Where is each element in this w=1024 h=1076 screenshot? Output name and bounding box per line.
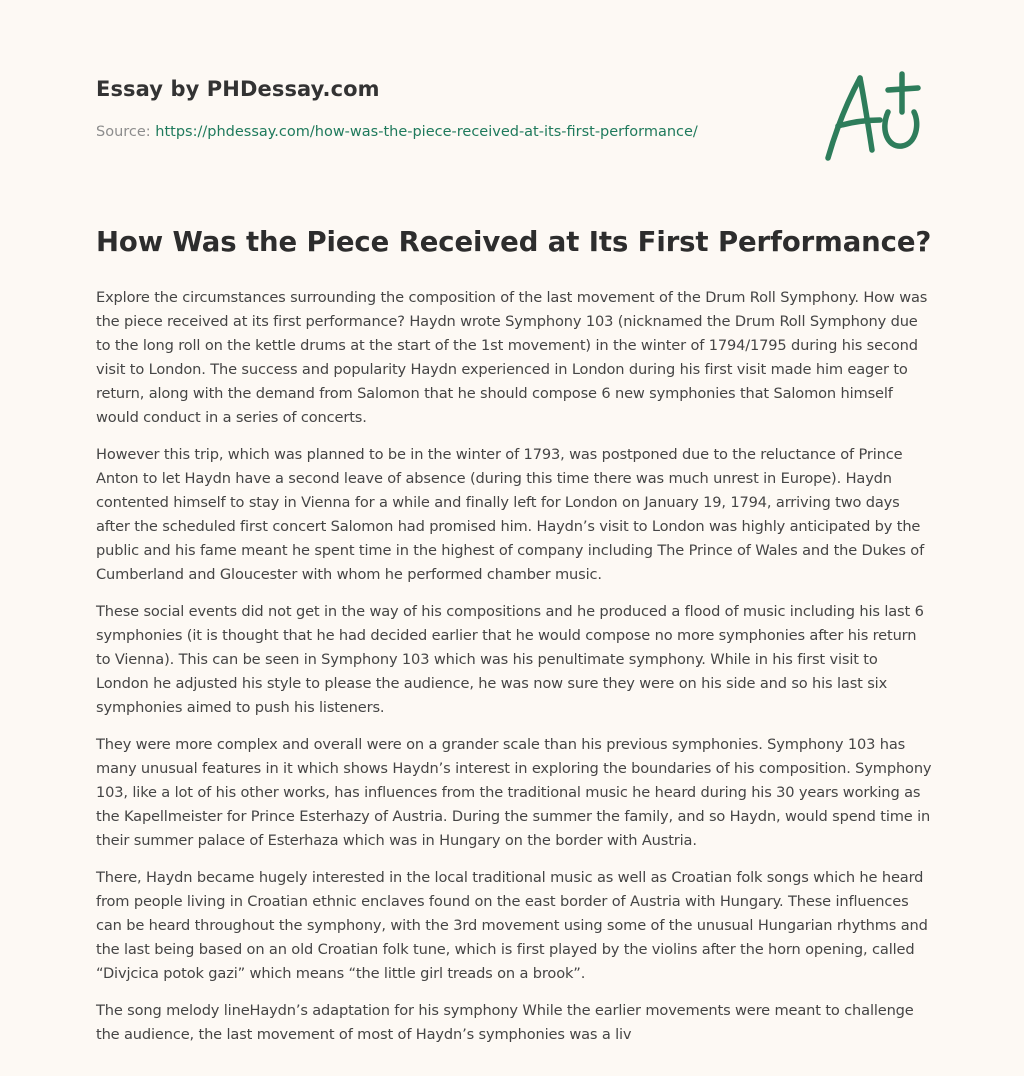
article-body <box>96 286 932 1060</box>
article-paragraph: Explore the circumstances surrounding the composition of the last movement of the Drum Roll Symphony. How was the piece received at its first performance? Haydn wrote Symphony 103 (nicknamed the Drum Roll Symphony due to the long roll on the kettle drums at the start of the 1st movement) in the winter of 1794/1795 during his second visit to London. The success and popularity Haydn experienced in London during his first visit made him eager to return, along with the demand from Salomon that he should compose 6 new symphonies that Salomon himself would conduct in a series of concerts. <box>96 289 928 426</box>
page-header <box>96 0 932 210</box>
source-label: Source: <box>96 124 156 140</box>
article-paragraph: However this trip, which was planned to be in the winter of 1793, was postponed due to the reluctance of Prince Anton to let Haydn have a second leave of absence (during this time there was much unrest in Europe). Haydn contented himself to stay in Vienna for a while and finally left for London on January 19, 1794, arriving two days after the scheduled first concert Salomon had promised him. Haydn’s visit to London was highly anticipated by the public and his fame meant he spent time in the highest of company including The Prince of Wales and the Dukes of Cumberland and Gloucester with whom he performed chamber music. <box>96 446 925 583</box>
a-plus-logo-icon <box>822 68 926 164</box>
site-brand: Essay by PHDessay.com <box>96 77 380 101</box>
source-link[interactable]: https://phdessay.com/how-was-the-piece-received-at-its-first-performance/ <box>155 124 698 140</box>
article-title: How Was the Piece Received at Its First Performance? <box>96 226 932 258</box>
article-paragraph: The song melody lineHaydn’s adaptation for his symphony While the earlier movements were meant to challenge the audience, the last movement of most of Haydn’s symphonies was a liv <box>96 1002 914 1043</box>
article-paragraph: There, Haydn became hugely interested in the local traditional music as well as Croatian folk songs which he heard from people living in Croatian ethnic enclaves found on the east border of Austria with Hungary. These influences can be heard throughout the symphony, with the 3rd movement using some of the unusual Hungarian rhythms and the last being based on an old Croatian folk tune, which is first played by the violins after the horn opening, called “Divjcica potok gazi” which means “the little girl treads on a brook”. <box>96 869 928 982</box>
essay-page <box>96 0 932 1043</box>
article-paragraph: These social events did not get in the way of his compositions and he produced a flood of music including his last 6 symphonies (it is thought that he had decided earlier that he would compose no more symphonies after his return to Vienna). This can be seen in Symphony 103 which was his penultimate symphony. While in his first visit to London he adjusted his style to please the audience, he was now sure they were on his side and so his last six symphonies aimed to push his listeners. <box>96 603 924 716</box>
source-line <box>96 124 698 140</box>
article-paragraph: They were more complex and overall were on a grander scale than his previous symphonies. Symphony 103 has many unusual features in it which shows Haydn’s interest in exploring the boundaries of his composition. Symphony 103, like a lot of his other works, has influences from the traditional music he heard during his 30 years working as the Kapellmeister for Prince Esterhazy of Austria. During the summer the family, and so Haydn, would spend time in their summer palace of Esterhaza which was in Hungary on the border with Austria. <box>96 736 932 849</box>
